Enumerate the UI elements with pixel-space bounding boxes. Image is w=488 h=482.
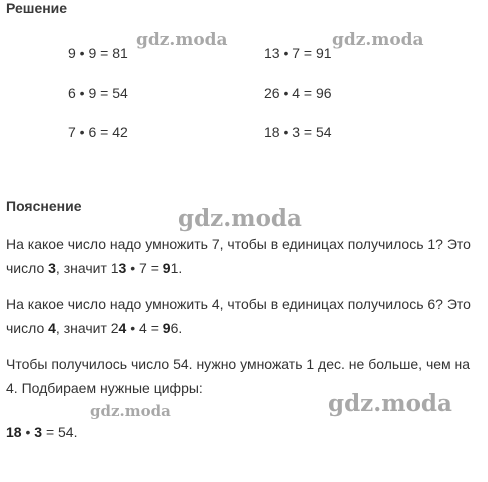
explanation-paragraph-2: На какое число надо умножить 4, чтобы в единицах получилось 6? Это число 4, значит 24 • 4 = 96. [6,296,471,336]
explanation-heading: Пояснение [6,198,82,214]
explanation-paragraph-3: Чтобы получилось число 54. нужно умножать 1 дес. не больше, чем на 4. Подбираем нужные цифры: [6,356,471,396]
equation-right-1: 13 • 7 = 91 [264,45,332,61]
watermark: gdz.moda [332,30,424,50]
watermark: gdz.moda [90,402,171,420]
explanation-paragraph-1: На какое число надо умножить 7, чтобы в единицах получилось 1? Это число 3, значит 13 • 7 = 91. [6,236,471,276]
explanation-answer-line: 18 • 3 = 54. [6,424,78,440]
equation-right-2: 26 • 4 = 96 [264,85,332,101]
equation-left-1: 9 • 9 = 81 [68,45,128,61]
equation-left-2: 6 • 9 = 54 [68,85,128,101]
watermark: gdz.moda [178,205,302,232]
equation-left-3: 7 • 6 = 42 [68,124,128,140]
equation-right-3: 18 • 3 = 54 [264,124,332,140]
watermark: gdz.moda [136,30,228,50]
solution-heading: Решение [6,0,68,16]
watermark: gdz.moda [328,390,452,417]
